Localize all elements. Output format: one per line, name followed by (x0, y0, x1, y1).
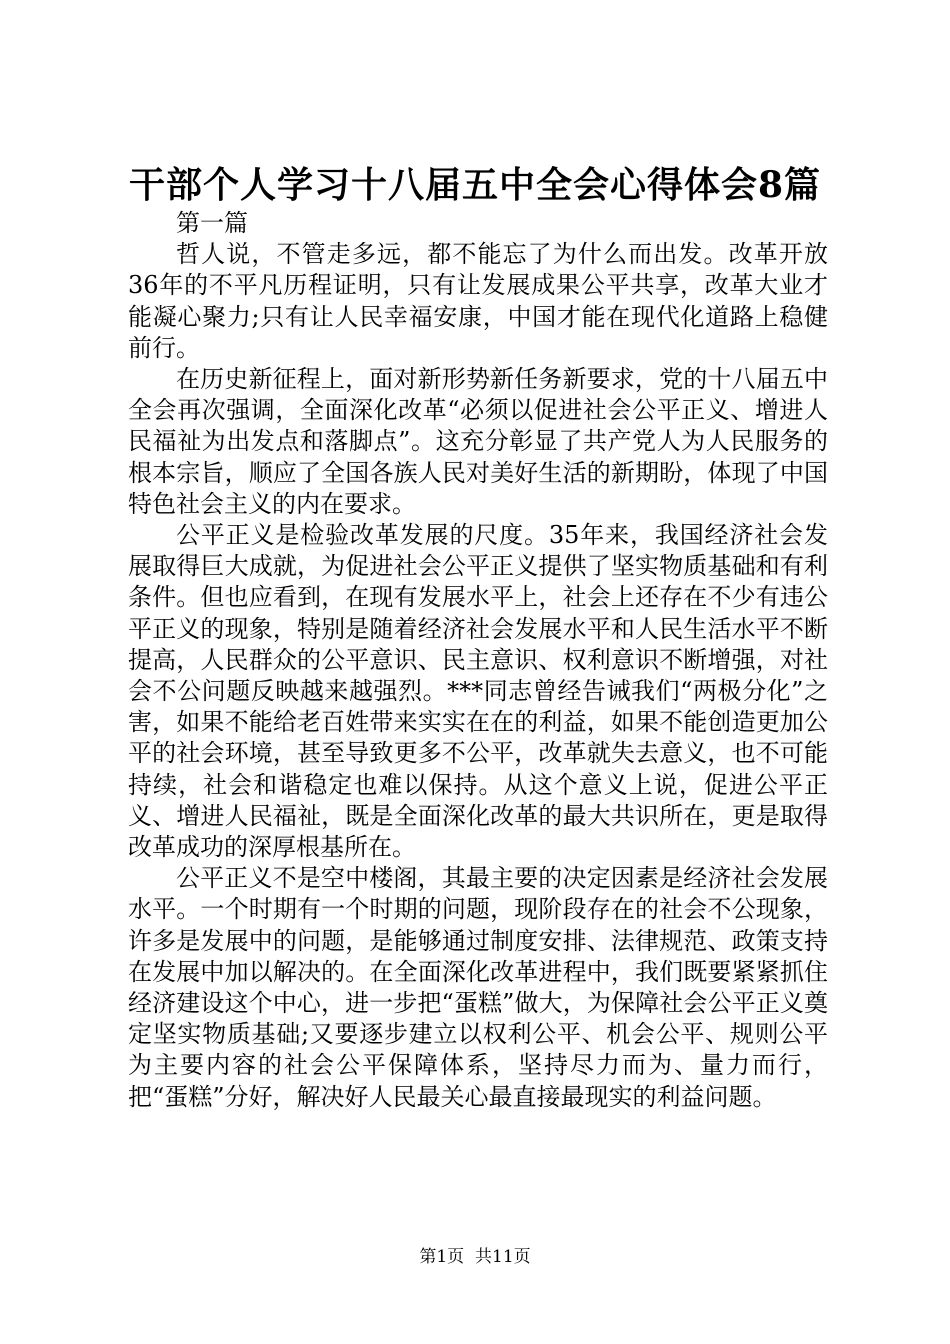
page-footer (0, 1245, 950, 1269)
document-title: 干部个人学习十八届五中全会心得体会8篇 (128, 164, 822, 206)
page-total: 共11页 (475, 1247, 531, 1267)
section-heading: 第一篇 (176, 209, 248, 237)
paragraph-3: 公平正义是检验改革发展的尺度。35年来，我国经济社会发展取得巨大成就，为促进社会公平正义提供了坚实物质基础和有利条件。但也应看到，在现有发展水平上，社会上还存在不少有违公平正义的现象，特别是随着经济社会发展水平和人民生活水平不断提高，人民群众的公平意识、民主意识、权利意识不断增强，对社会不公问题反映越来越强烈。***同志曾经告诫我们“两极分化”之害，如果不能给老百姓带来实实在在的利益，如果不能创造更加公平的社会环境，甚至导致更多不公平，改革就失去意义，也不可能持续，社会和谐稳定也难以保持。从这个意义上说，促进公平正义、增进人民福祉，既是全面深化改革的最大共识所在，更是取得改革成功的深厚根基所在。 (128, 521, 828, 862)
paragraph-4: 公平正义不是空中楼阁，其最主要的决定因素是经济社会发展水平。一个时期有一个时期的问题，现阶段存在的社会不公现象，许多是发展中的问题，是能够通过制度安排、法律规范、政策支持在发展中加以解决的。在全面深化改革进程中，我们既要紧紧抓住经济建设这个中心，进一步把“蛋糕”做大，为保障社会公平正义奠定坚实物质基础;又要逐步建立以权利公平、机会公平、规则公平为主要内容的社会公平保障体系，坚持尽力而为、量力而行，把“蛋糕”分好，解决好人民最关心最直接最现实的利益问题。 (128, 864, 828, 1111)
paragraph-2: 在历史新征程上，面对新形势新任务新要求，党的十八届五中全会再次强调，全面深化改革“必须以促进社会公平正义、增进人民福祉为出发点和落脚点”。这充分彰显了共产党人为人民服务的根本宗旨，顺应了全国各族人民对美好生活的新期盼，体现了中国特色社会主义的内在要求。 (128, 365, 828, 518)
document-body (128, 208, 828, 1113)
footer-spacer (464, 1247, 475, 1267)
paragraph-1: 哲人说，不管走多远，都不能忘了为什么而出发。改革开放36年的不平凡历程证明，只有让发展成果公平共享，改革大业才能凝心聚力;只有让人民幸福安康，中国才能在现代化道路上稳健前行。 (128, 240, 828, 362)
page-number: 第1页 (419, 1247, 465, 1267)
